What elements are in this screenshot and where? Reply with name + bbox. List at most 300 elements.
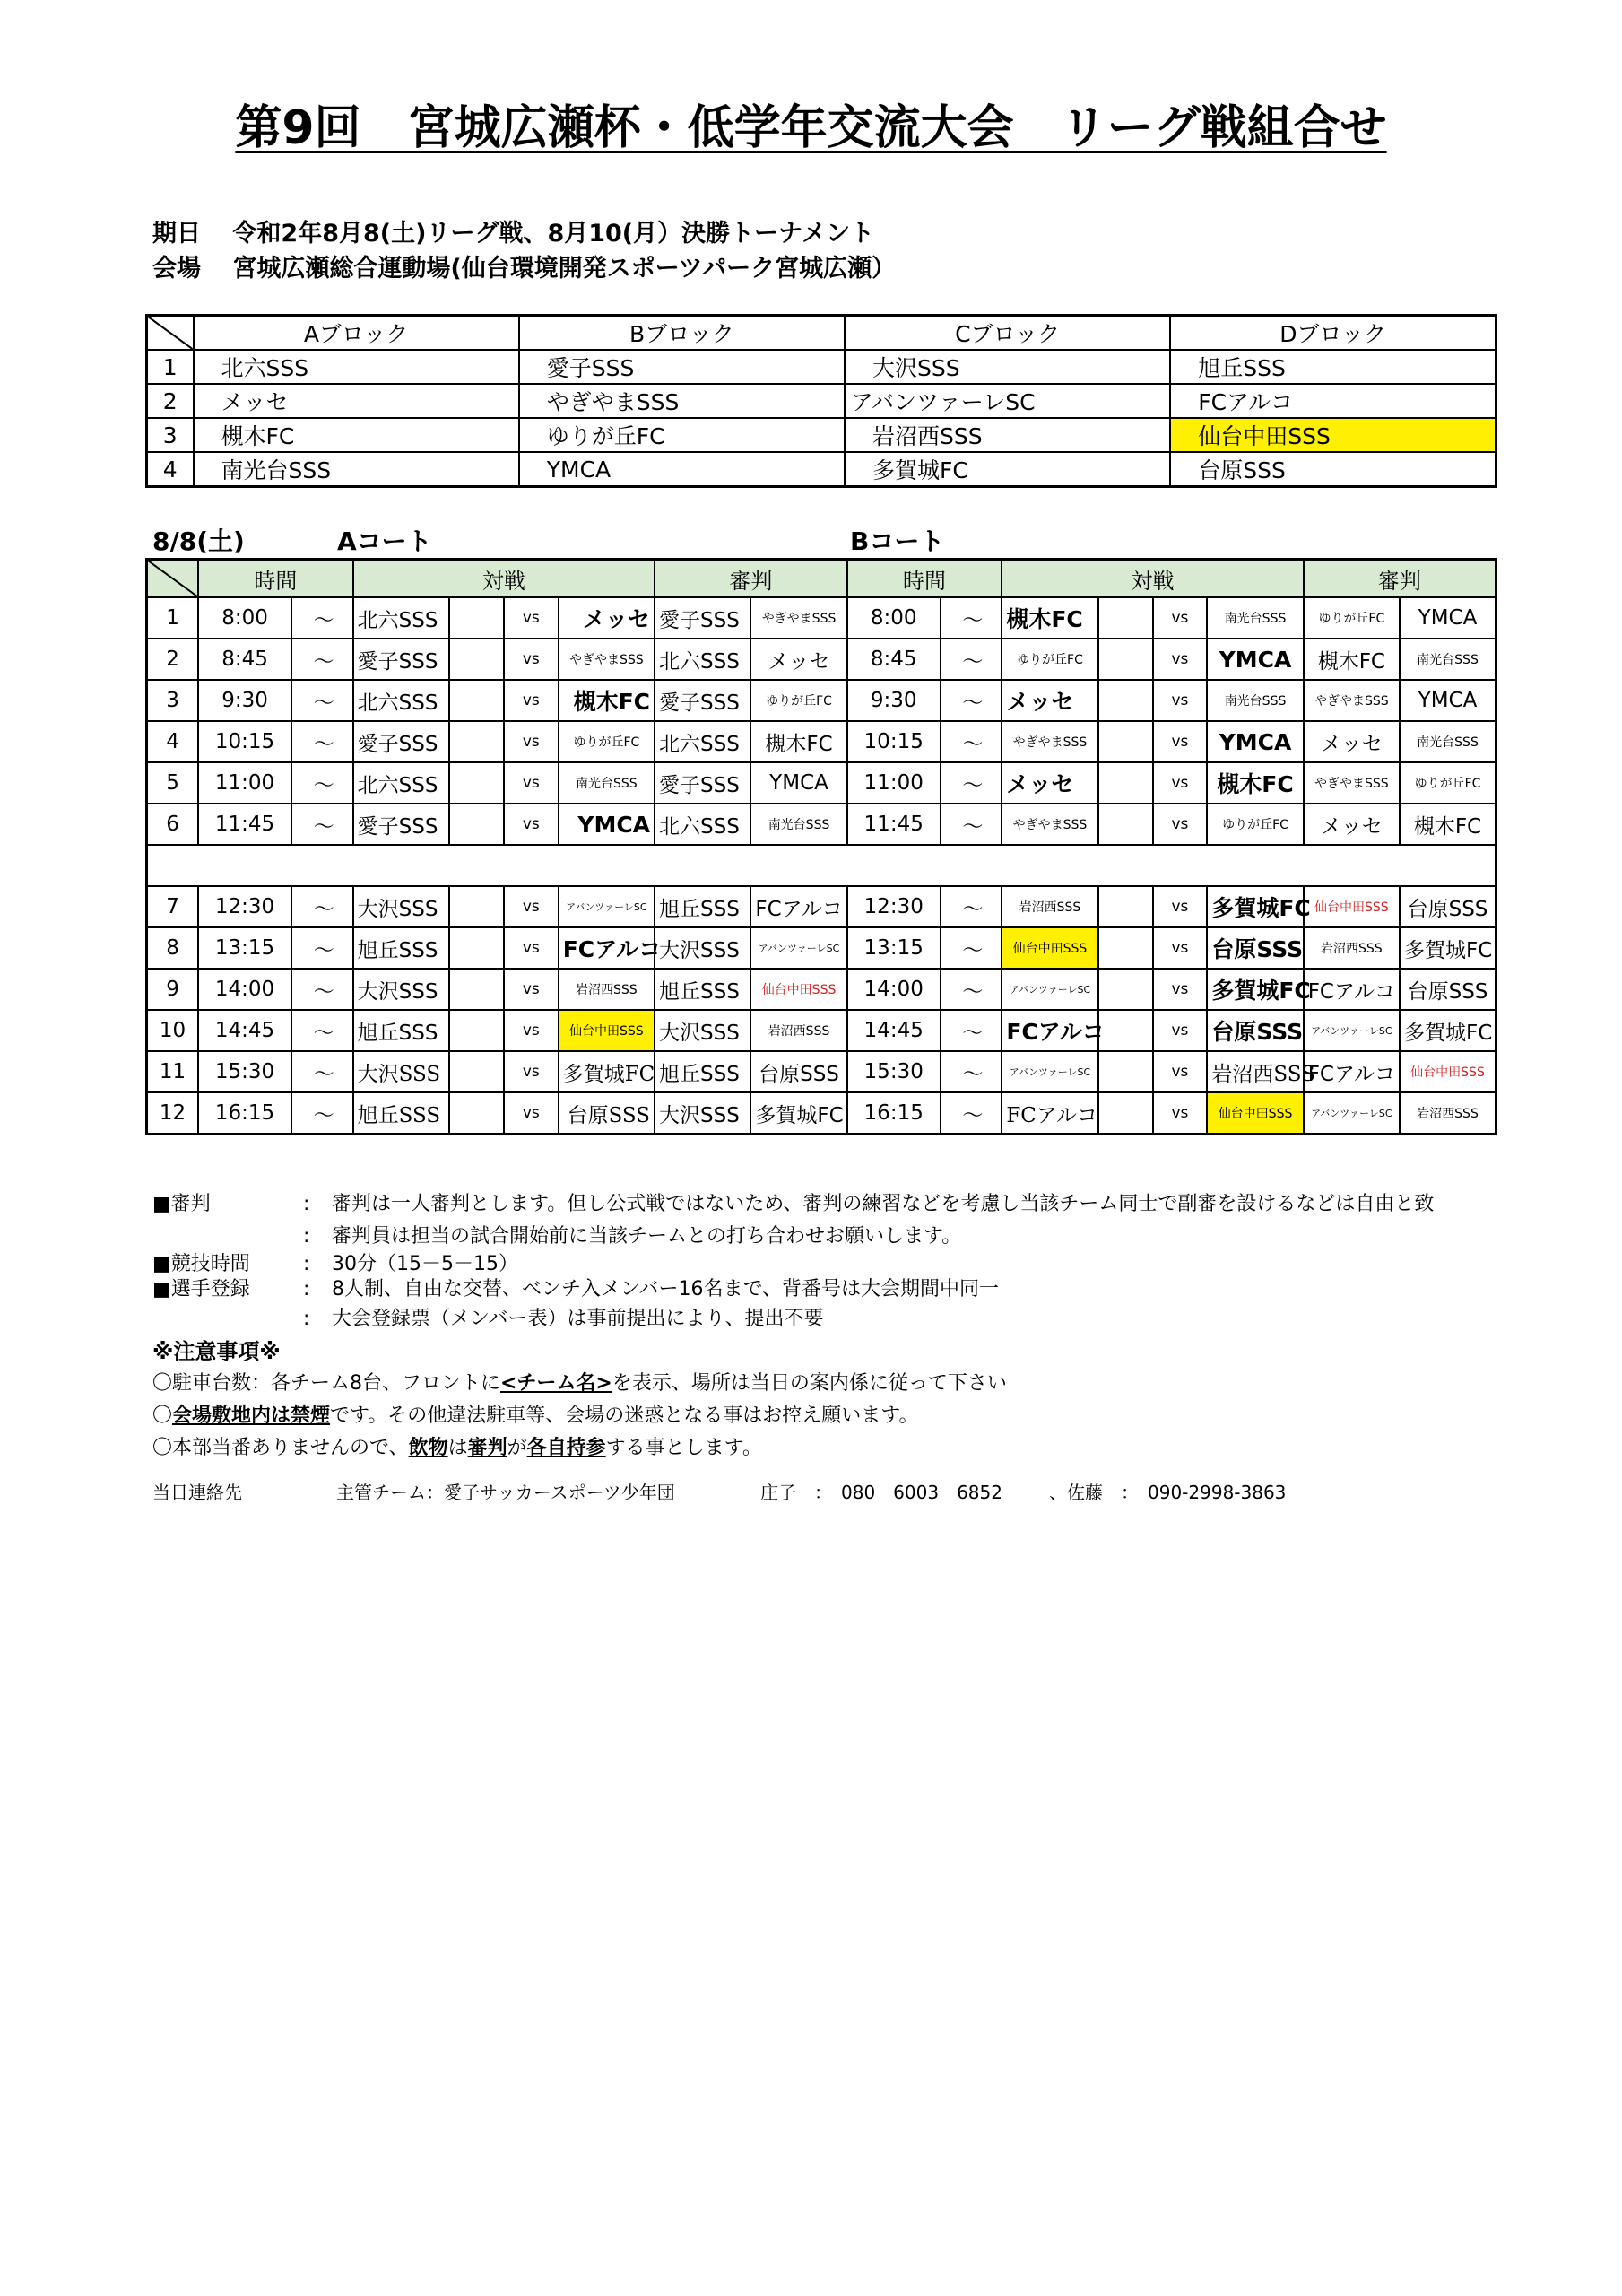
spacer-cell — [1098, 762, 1153, 804]
block-team: 岩沼西SSS — [845, 418, 1170, 452]
referee-b-2: 多賀城FC — [1400, 1010, 1496, 1051]
team-a-away: 台原SSS — [559, 1092, 655, 1135]
date-value: 令和2年8月8(土)リーグ戦、8月10(月）決勝トーナメント — [232, 220, 875, 248]
referee-a-2: FCアルコ — [750, 886, 846, 927]
vs-a: vs — [504, 927, 559, 969]
schedule-row — [147, 804, 1496, 845]
schedule-header-row — [147, 560, 1496, 598]
smoke-bullet: 〇 — [152, 1405, 173, 1427]
time-a: 8:00 — [198, 597, 291, 639]
block-team: やぎやまSSS — [519, 384, 845, 418]
block-team: 台原SSS — [1170, 452, 1496, 487]
vs-b: vs — [1153, 804, 1208, 845]
note-drinks — [152, 1432, 1497, 1465]
team-a-home: 北六SSS — [353, 762, 449, 804]
note-colon: : — [303, 1225, 310, 1248]
match-number: 11 — [147, 1051, 199, 1092]
time-a: 9:30 — [198, 680, 291, 721]
block-team: 北六SSS — [194, 350, 519, 384]
header-match-b: 対戦 — [1002, 560, 1303, 598]
referee-b-1: メッセ — [1304, 721, 1400, 762]
team-a-away: メッセ — [559, 597, 655, 639]
time-b: 12:30 — [847, 886, 941, 927]
tilde-b: ～ — [941, 927, 1002, 969]
schedule-row — [147, 1010, 1496, 1051]
team-b-home: ゆりが丘FC — [1002, 639, 1097, 680]
referee-a-2: 南光台SSS — [750, 804, 846, 845]
block-header-d: Dブロック — [1170, 316, 1496, 351]
spacer-cell — [449, 639, 504, 680]
spacer-cell — [449, 886, 504, 927]
spacer-cell — [449, 762, 504, 804]
schedule-row — [147, 886, 1496, 927]
team-a-home: 愛子SSS — [353, 804, 449, 845]
note-colon: : — [303, 1278, 310, 1300]
schedule-row — [147, 680, 1496, 721]
tilde-b: ～ — [941, 1010, 1002, 1051]
tilde-a: ～ — [291, 680, 353, 721]
note-parking — [152, 1368, 1497, 1400]
tilde-b: ～ — [941, 597, 1002, 639]
spacer-cell — [449, 927, 504, 969]
title-text: 第9回 宮城広瀬杯・低学年交流大会 リーグ戦組合せ — [235, 101, 1387, 155]
match-number: 1 — [147, 597, 199, 639]
time-b: 11:45 — [847, 804, 941, 845]
date-label: 期日 — [152, 220, 201, 248]
note-referee-text-2: 審判員は担当の試合開始前に当該チームとの打ち合わせお願いします。 — [332, 1225, 962, 1248]
referee-a-2: メッセ — [750, 639, 846, 680]
referee-a-1: 大沢SSS — [655, 1092, 750, 1135]
drink-drinks: 飲物 — [408, 1437, 448, 1459]
spacer-cell — [1098, 886, 1153, 927]
tilde-b: ～ — [941, 886, 1002, 927]
block-team: ゆりが丘FC — [519, 418, 845, 452]
time-a: 13:15 — [198, 927, 291, 969]
team-a-home: 北六SSS — [353, 680, 449, 721]
page-title — [0, 90, 1622, 157]
referee-a-1: 旭丘SSS — [655, 886, 750, 927]
time-b: 15:30 — [847, 1051, 941, 1092]
team-a-away: 岩沼西SSS — [559, 969, 655, 1010]
block-team: 愛子SSS — [519, 350, 845, 384]
team-a-home: 大沢SSS — [353, 1051, 449, 1092]
match-number: 4 — [147, 721, 199, 762]
vs-a: vs — [504, 1092, 559, 1135]
vs-b: vs — [1153, 969, 1208, 1010]
spacer-cell — [449, 1051, 504, 1092]
block-row-number: 3 — [147, 418, 194, 452]
team-b-home: 仙台中田SSS — [1002, 927, 1097, 969]
contact-person-1: 庄子 ： 080－6003－6852 — [760, 1482, 1002, 1503]
venue-label: 会場 — [152, 255, 201, 283]
time-a: 14:45 — [198, 1010, 291, 1051]
team-b-away: 岩沼西SSS — [1207, 1051, 1303, 1092]
header-referee-b: 審判 — [1304, 560, 1496, 598]
team-b-away: YMCA — [1207, 721, 1303, 762]
time-a: 15:30 — [198, 1051, 291, 1092]
referee-b-1: アバンツァーレSC — [1304, 1010, 1400, 1051]
team-b-home: やぎやまSSS — [1002, 804, 1097, 845]
notes-section — [152, 1188, 1497, 1465]
spacer-cell — [449, 1092, 504, 1135]
team-a-home: 旭丘SSS — [353, 1092, 449, 1135]
referee-b-2: 台原SSS — [1400, 886, 1496, 927]
time-a: 12:30 — [198, 886, 291, 927]
court-b-label: Bコート — [850, 526, 945, 556]
time-b: 16:15 — [847, 1092, 941, 1135]
referee-b-1: FCアルコ — [1304, 1051, 1400, 1092]
referee-a-2: YMCA — [750, 762, 846, 804]
match-number: 10 — [147, 1010, 199, 1051]
note-referee-1 — [152, 1188, 1497, 1221]
match-number: 12 — [147, 1092, 199, 1135]
spacer-cell — [449, 804, 504, 845]
spacer-cell — [1098, 639, 1153, 680]
time-a: 8:45 — [198, 639, 291, 680]
vs-b: vs — [1153, 886, 1208, 927]
match-number: 6 — [147, 804, 199, 845]
vs-a: vs — [504, 804, 559, 845]
team-b-home: 岩沼西SSS — [1002, 886, 1097, 927]
note-registration — [152, 1276, 1497, 1303]
spacer-cell — [1098, 680, 1153, 721]
schedule-row — [147, 597, 1496, 639]
time-b: 11:00 — [847, 762, 941, 804]
tilde-a: ～ — [291, 762, 353, 804]
block-row — [147, 350, 1496, 384]
tilde-a: ～ — [291, 1092, 353, 1135]
block-header-c: Cブロック — [845, 316, 1170, 351]
header-referee-a: 審判 — [655, 560, 847, 598]
tilde-b: ～ — [941, 639, 1002, 680]
spacer-cell — [1098, 1092, 1153, 1135]
match-number: 2 — [147, 639, 199, 680]
tilde-a: ～ — [291, 597, 353, 639]
team-a-home: 北六SSS — [353, 597, 449, 639]
note-referee-label: ■審判 — [152, 1193, 211, 1215]
referee-b-2: 槻木FC — [1400, 804, 1496, 845]
vs-a: vs — [504, 1010, 559, 1051]
time-b: 14:45 — [847, 1010, 941, 1051]
team-b-away: 南光台SSS — [1207, 597, 1303, 639]
court-a-label: Aコート — [337, 526, 432, 556]
referee-a-2: アバンツァーレSC — [750, 927, 846, 969]
header-match-a: 対戦 — [353, 560, 655, 598]
contact-person-2: 、佐藤 ： 090-2998-3863 — [1049, 1482, 1287, 1503]
tilde-b: ～ — [941, 762, 1002, 804]
referee-b-2: 多賀城FC — [1400, 927, 1496, 969]
time-a: 11:00 — [198, 762, 291, 804]
team-a-home: 大沢SSS — [353, 969, 449, 1010]
team-b-away: 南光台SSS — [1207, 680, 1303, 721]
team-b-home: メッセ — [1002, 680, 1097, 721]
tilde-a: ～ — [291, 927, 353, 969]
block-row-number: 1 — [147, 350, 194, 384]
time-a: 16:15 — [198, 1092, 291, 1135]
team-a-home: 愛子SSS — [353, 639, 449, 680]
referee-a-1: 愛子SSS — [655, 680, 750, 721]
schedule-row — [147, 927, 1496, 969]
match-number: 9 — [147, 969, 199, 1010]
team-b-away: ゆりが丘FC — [1207, 804, 1303, 845]
block-team: アバンツァーレSC — [845, 384, 1170, 418]
vs-a: vs — [504, 680, 559, 721]
spacer-cell — [449, 721, 504, 762]
referee-a-1: 愛子SSS — [655, 762, 750, 804]
team-b-home: メッセ — [1002, 762, 1097, 804]
team-b-home: FCアルコ — [1002, 1092, 1097, 1135]
referee-b-1: やぎやまSSS — [1304, 680, 1400, 721]
referee-a-2: ゆりが丘FC — [750, 680, 846, 721]
spacer-cell — [1098, 1010, 1153, 1051]
drink-text: 〇本部当番ありませんので、 — [152, 1437, 409, 1459]
tilde-a: ～ — [291, 804, 353, 845]
referee-a-2: 多賀城FC — [750, 1092, 846, 1135]
block-team: 旭丘SSS — [1170, 350, 1496, 384]
referee-a-2: 槻木FC — [750, 721, 846, 762]
referee-b-1: やぎやまSSS — [1304, 762, 1400, 804]
vs-b: vs — [1153, 1092, 1208, 1135]
referee-b-1: 仙台中田SSS — [1304, 886, 1400, 927]
time-b: 8:00 — [847, 597, 941, 639]
time-b: 9:30 — [847, 680, 941, 721]
drink-text-end: する事とします。 — [605, 1437, 762, 1459]
block-row-number: 4 — [147, 452, 194, 487]
block-row — [147, 452, 1496, 487]
team-b-away: 仙台中田SSS — [1207, 1092, 1303, 1135]
drink-bring-own: 各自持参 — [526, 1437, 606, 1459]
team-b-away: 台原SSS — [1207, 927, 1303, 969]
vs-b: vs — [1153, 680, 1208, 721]
referee-a-1: 愛子SSS — [655, 597, 750, 639]
time-b: 14:00 — [847, 969, 941, 1010]
team-b-home: 槻木FC — [1002, 597, 1097, 639]
venue-line — [152, 248, 896, 283]
team-a-away: 多賀城FC — [559, 1051, 655, 1092]
spacer-cell — [1098, 597, 1153, 639]
spacer-cell — [449, 1010, 504, 1051]
referee-a-1: 北六SSS — [655, 804, 750, 845]
time-b: 13:15 — [847, 927, 941, 969]
spacer-cell — [1098, 804, 1153, 845]
tilde-b: ～ — [941, 804, 1002, 845]
team-b-away: 多賀城FC — [1207, 886, 1303, 927]
block-table — [145, 314, 1497, 488]
team-a-home: 旭丘SSS — [353, 927, 449, 969]
vs-a: vs — [504, 969, 559, 1010]
team-b-away: YMCA — [1207, 639, 1303, 680]
note-time-value: 30分（15－5－15） — [332, 1253, 518, 1275]
block-team: 多賀城FC — [845, 452, 1170, 487]
block-row — [147, 384, 1496, 418]
note-registration-2 — [152, 1303, 1497, 1335]
time-a: 10:15 — [198, 721, 291, 762]
time-b: 8:45 — [847, 639, 941, 680]
schedule-row — [147, 639, 1496, 680]
match-number: 8 — [147, 927, 199, 969]
team-b-home: FCアルコ — [1002, 1010, 1097, 1051]
note-registration-value-2: 大会登録票（メンバー表）は事前提出により、提出不要 — [332, 1308, 824, 1330]
referee-a-1: 北六SSS — [655, 639, 750, 680]
team-a-home: 愛子SSS — [353, 721, 449, 762]
schedule-row — [147, 1092, 1496, 1135]
vs-b: vs — [1153, 597, 1208, 639]
tilde-b: ～ — [941, 721, 1002, 762]
referee-a-2: 台原SSS — [750, 1051, 846, 1092]
vs-a: vs — [504, 597, 559, 639]
note-colon: : — [303, 1308, 310, 1330]
team-b-away: 槻木FC — [1207, 762, 1303, 804]
match-number: 7 — [147, 886, 199, 927]
match-number: 3 — [147, 680, 199, 721]
team-a-home: 旭丘SSS — [353, 1010, 449, 1051]
referee-b-2: 仙台中田SSS — [1400, 1051, 1496, 1092]
drink-referee: 審判 — [467, 1437, 507, 1459]
tilde-a: ～ — [291, 1051, 353, 1092]
block-team: 大沢SSS — [845, 350, 1170, 384]
team-b-away: 台原SSS — [1207, 1010, 1303, 1051]
team-a-away: やぎやまSSS — [559, 639, 655, 680]
team-a-away: 仙台中田SSS — [559, 1010, 655, 1051]
time-a: 14:00 — [198, 969, 291, 1010]
tilde-a: ～ — [291, 639, 353, 680]
date-line — [152, 213, 874, 248]
block-row-number: 2 — [147, 384, 194, 418]
block-team: 槻木FC — [194, 418, 519, 452]
schedule-date: 8/8(土) — [152, 526, 245, 556]
tilde-a: ～ — [291, 1010, 353, 1051]
referee-b-1: 槻木FC — [1304, 639, 1400, 680]
team-a-away: FCアルコ — [559, 927, 655, 969]
referee-b-1: アバンツァーレSC — [1304, 1092, 1400, 1135]
diagonal-corner-cell — [147, 316, 194, 351]
vs-b: vs — [1153, 762, 1208, 804]
team-b-home: アバンツァーレSC — [1002, 1051, 1097, 1092]
referee-b-2: ゆりが丘FC — [1400, 762, 1496, 804]
schedule-break-row — [147, 845, 1496, 886]
vs-a: vs — [504, 886, 559, 927]
team-a-away: 南光台SSS — [559, 762, 655, 804]
spacer-cell — [1098, 1051, 1153, 1092]
spacer-cell — [1098, 969, 1153, 1010]
note-smoking — [152, 1400, 1497, 1432]
parking-text: 〇駐車台数：各チーム8台、フロントに — [152, 1372, 500, 1395]
referee-b-2: 南光台SSS — [1400, 721, 1496, 762]
referee-b-1: ゆりが丘FC — [1304, 597, 1400, 639]
team-a-home: 大沢SSS — [353, 886, 449, 927]
team-b-home: アバンツァーレSC — [1002, 969, 1097, 1010]
spacer-cell — [449, 597, 504, 639]
vs-b: vs — [1153, 1051, 1208, 1092]
note-registration-value: 8人制、自由な交替、ベンチ入メンバー16名まで、背番号は大会期間中同一 — [332, 1278, 1000, 1300]
time-b: 10:15 — [847, 721, 941, 762]
block-header-row — [147, 316, 1496, 351]
note-colon: : — [303, 1193, 310, 1215]
team-b-home: やぎやまSSS — [1002, 721, 1097, 762]
vs-a: vs — [504, 762, 559, 804]
schedule-row — [147, 969, 1496, 1010]
spacer-cell — [449, 969, 504, 1010]
referee-b-1: 岩沼西SSS — [1304, 927, 1400, 969]
referee-a-2: 仙台中田SSS — [750, 969, 846, 1010]
schedule-break-cell — [147, 845, 1496, 886]
vs-b: vs — [1153, 927, 1208, 969]
team-a-away: 槻木FC — [559, 680, 655, 721]
vs-b: vs — [1153, 721, 1208, 762]
referee-b-1: メッセ — [1304, 804, 1400, 845]
vs-b: vs — [1153, 639, 1208, 680]
block-header-a: Aブロック — [194, 316, 519, 351]
schedule-row — [147, 721, 1496, 762]
referee-a-2: やぎやまSSS — [750, 597, 846, 639]
referee-a-1: 旭丘SSS — [655, 969, 750, 1010]
team-a-away: アバンツァーレSC — [559, 886, 655, 927]
tilde-a: ～ — [291, 969, 353, 1010]
drink-particle-2: が — [507, 1437, 527, 1459]
spacer-cell — [449, 680, 504, 721]
note-time-label: ■競技時間 — [152, 1253, 250, 1275]
block-team-highlighted: 仙台中田SSS — [1170, 418, 1496, 452]
tilde-a: ～ — [291, 886, 353, 927]
block-team: 南光台SSS — [194, 452, 519, 487]
diagonal-corner-cell — [147, 560, 199, 598]
referee-a-1: 旭丘SSS — [655, 1051, 750, 1092]
block-team: YMCA — [519, 452, 845, 487]
note-registration-label: ■選手登録 — [152, 1278, 250, 1300]
tilde-b: ～ — [941, 1092, 1002, 1135]
tilde-b: ～ — [941, 1051, 1002, 1092]
note-referee-text-1: 審判は一人審判とします。但し公式戦ではないため、審判の練習などを考慮し当該チーム同士で副審を設けるなどは自由と致 — [332, 1193, 1435, 1215]
referee-b-2: 岩沼西SSS — [1400, 1092, 1496, 1135]
smoke-text: です。その他違法駐車等、会場の迷惑となる事はお控え願います。 — [330, 1405, 919, 1427]
header-time-b: 時間 — [847, 560, 1002, 598]
tilde-b: ～ — [941, 969, 1002, 1010]
vs-b: vs — [1153, 1010, 1208, 1051]
match-number: 5 — [147, 762, 199, 804]
team-b-away: 多賀城FC — [1207, 969, 1303, 1010]
team-a-away: YMCA — [559, 804, 655, 845]
referee-a-1: 北六SSS — [655, 721, 750, 762]
parking-text-end: を表示、場所は当日の案内係に従って下さい — [612, 1372, 1007, 1395]
note-referee-2 — [152, 1221, 1497, 1253]
vs-a: vs — [504, 721, 559, 762]
note-time — [152, 1253, 1497, 1276]
referee-a-1: 大沢SSS — [655, 1010, 750, 1051]
parking-team-name: <チーム名> — [500, 1372, 612, 1395]
vs-a: vs — [504, 1051, 559, 1092]
venue-value: 宮城広瀬総合運動場(仙台環境開発スポーツパーク宮城広瀬） — [232, 255, 897, 283]
caution-title: ※注意事項※ — [152, 1339, 281, 1364]
referee-b-1: FCアルコ — [1304, 969, 1400, 1010]
referee-b-2: 南光台SSS — [1400, 639, 1496, 680]
block-team: メッセ — [194, 384, 519, 418]
block-team: FCアルコ — [1170, 384, 1496, 418]
referee-b-2: YMCA — [1400, 680, 1496, 721]
spacer-cell — [1098, 927, 1153, 969]
schedule-row — [147, 1051, 1496, 1092]
block-header-b: Bブロック — [519, 316, 845, 351]
drink-particle: は — [447, 1437, 468, 1459]
contact-label: 当日連絡先 — [152, 1482, 242, 1503]
block-row — [147, 418, 1496, 452]
schedule-table — [145, 558, 1497, 1135]
smoke-no-smoking: 会場敷地内は禁煙 — [172, 1405, 331, 1427]
referee-b-2: 台原SSS — [1400, 969, 1496, 1010]
team-a-away: ゆりが丘FC — [559, 721, 655, 762]
spacer-cell — [1098, 721, 1153, 762]
schedule-row — [147, 762, 1496, 804]
time-a: 11:45 — [198, 804, 291, 845]
